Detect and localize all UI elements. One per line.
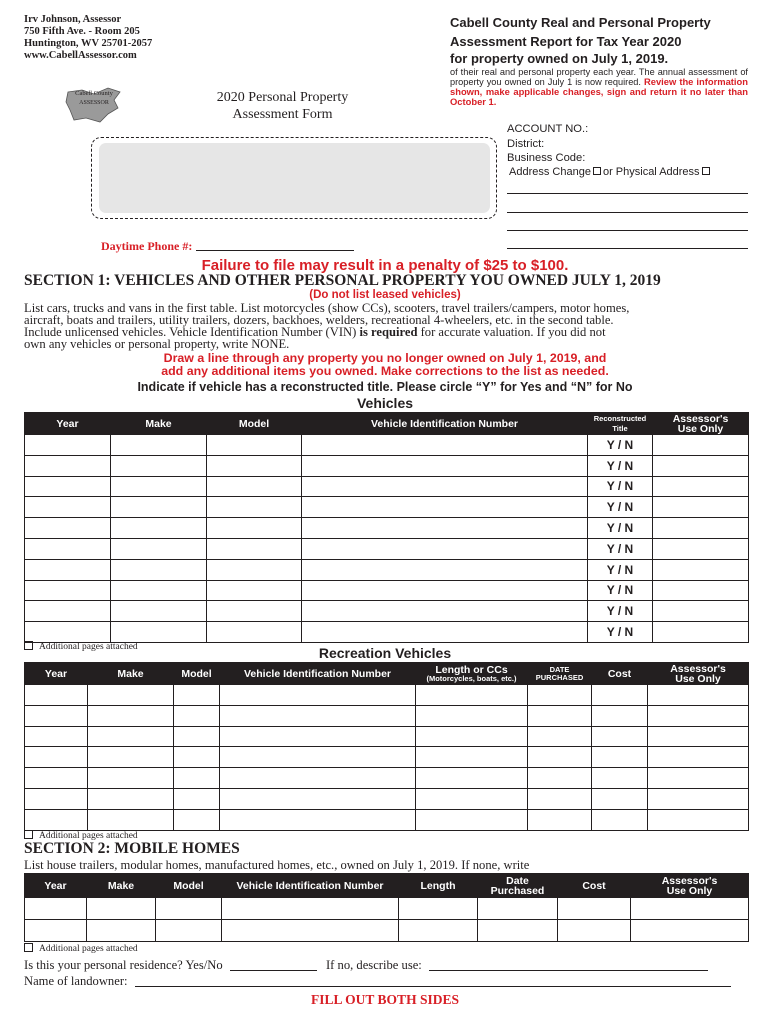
cell-make[interactable] <box>111 518 207 539</box>
form-title <box>190 89 375 123</box>
rv-col-use-only-label: Use Only <box>675 672 721 685</box>
no-leased-note: (Do not list leased vehicles) <box>309 289 461 301</box>
table-row <box>25 705 749 726</box>
physical-address-checkbox[interactable] <box>702 167 710 175</box>
draw-line-text1: Draw a line through any property you no longer owned on July 1, 2019, and <box>163 351 607 365</box>
physical-address-label: or Physical Address <box>602 166 700 178</box>
address-line-4[interactable] <box>507 248 748 249</box>
cell-model[interactable] <box>207 455 302 476</box>
recreation-title: Recreation Vehicles <box>318 645 452 661</box>
cell-vin[interactable] <box>302 559 588 580</box>
landowner-field[interactable] <box>135 976 731 987</box>
report-title-line2: Assessment Report for Tax Year 2020 <box>450 34 682 49</box>
cell-model[interactable] <box>207 497 302 518</box>
cell-model[interactable] <box>207 518 302 539</box>
daytime-phone-field[interactable] <box>196 241 354 251</box>
describe-use-field[interactable] <box>429 960 708 971</box>
assessor-street: 750 Fifth Ave. - Room 205 <box>24 26 140 37</box>
recreation-table <box>24 662 749 831</box>
mailing-address-box <box>91 137 497 219</box>
logo-text-county: Cabell County <box>75 90 113 97</box>
instructions-line1: List cars, trucks and vans in the first table. List motorcycles (show CCs), scooters, travel trailers/campers, motor homes, <box>24 301 630 315</box>
fill-out-both-sides: FILL OUT BOTH SIDES <box>311 992 459 1007</box>
cell-model[interactable] <box>207 435 302 456</box>
cell-vin[interactable] <box>302 518 588 539</box>
cell-vin[interactable] <box>302 601 588 622</box>
cell-model[interactable] <box>207 580 302 601</box>
cell-vin[interactable] <box>302 538 588 559</box>
mobile-homes-attached-checkbox[interactable] <box>24 943 33 952</box>
report-title <box>450 14 750 67</box>
mh-col-use-only-label: Use Only <box>666 884 713 897</box>
col-reconstructed-title <box>588 413 653 435</box>
cell-year[interactable] <box>25 580 111 601</box>
draw-line-instruction <box>0 352 770 378</box>
cell-make[interactable] <box>111 476 207 497</box>
daytime-phone <box>101 239 354 254</box>
cell-yn[interactable]: Y / N <box>588 580 653 601</box>
mh-col-assessor-label: Assessor's <box>661 874 718 887</box>
residence-question-row <box>24 958 708 973</box>
col-reconstructed-label: Reconstructed <box>593 413 647 423</box>
cell-vin[interactable] <box>302 476 588 497</box>
instructions-line2: aircraft, boats and trailers, utility trailers, dozers, backhoes, welders, recreational 4-wheelers, etc. in the second table. <box>24 313 614 327</box>
rv-col-assessor-use <box>648 663 749 685</box>
landowner-label: Name of landowner: <box>24 974 128 988</box>
cell-yn[interactable]: Y / N <box>588 622 653 643</box>
assessor-website: www.CabellAssessor.com <box>24 50 137 61</box>
rv-col-purchased-label: PURCHASED <box>535 672 584 682</box>
table-row <box>25 809 749 830</box>
cell-make[interactable] <box>111 580 207 601</box>
district-label: District: <box>507 137 545 150</box>
cell-yn[interactable]: Y / N <box>588 538 653 559</box>
table-row <box>25 685 749 706</box>
review-instruction: Review the information shown, make applicable changes, sign and return it no later than October 1. <box>450 76 748 107</box>
cell-model[interactable] <box>207 538 302 559</box>
cell-make[interactable] <box>111 538 207 559</box>
residence-question: Is this your personal residence? Yes/No <box>24 958 223 972</box>
cell-make[interactable] <box>111 435 207 456</box>
cell-assessor <box>653 455 749 476</box>
vehicles-additional-pages <box>24 641 138 652</box>
cell-yn[interactable]: Y / N <box>588 518 653 539</box>
cell-yn[interactable]: Y / N <box>588 559 653 580</box>
col-assessor-label: Assessor's <box>672 412 729 425</box>
table-row <box>25 726 749 747</box>
col-make: Make <box>111 413 207 435</box>
rv-col-make: Make <box>88 663 174 685</box>
address-change-row <box>509 166 712 178</box>
if-no-label: If no, describe use: <box>325 958 422 972</box>
mh-col-date-purchased <box>478 874 558 898</box>
table-row <box>25 435 749 456</box>
mh-col-year: Year <box>25 874 87 898</box>
cell-vin[interactable] <box>302 455 588 476</box>
cell-year[interactable] <box>25 518 111 539</box>
col-model: Model <box>207 413 302 435</box>
cell-vin[interactable] <box>302 497 588 518</box>
table-row <box>25 768 749 789</box>
instructions-line4: own any vehicles or personal property, write NONE. <box>24 337 290 351</box>
rv-col-date <box>528 663 592 685</box>
account-no-label: ACCOUNT NO.: <box>507 123 589 135</box>
cell-yn[interactable]: Y / N <box>588 435 653 456</box>
county-logo <box>64 84 124 124</box>
cell-make[interactable] <box>111 497 207 518</box>
instructions-line3a: Include unlicensed vehicles. Vehicle Identification Number (VIN) <box>24 325 360 339</box>
assessor-name: Irv Johnson, Assessor <box>24 14 122 25</box>
cell-assessor <box>653 622 749 643</box>
business-code-label: Business Code: <box>507 152 586 164</box>
rv-col-length-sub: (Motorcycles, boats, etc.) <box>426 673 517 683</box>
table-row <box>25 559 749 580</box>
address-change-checkbox[interactable] <box>593 167 601 175</box>
mh-col-assessor-use <box>631 874 749 898</box>
cell-make[interactable] <box>111 455 207 476</box>
section1-title: SECTION 1: VEHICLES AND OTHER PERSONAL PROPERTY YOU OWNED JULY 1, 2019 <box>24 272 661 289</box>
cell-year[interactable] <box>25 435 111 456</box>
col-year: Year <box>25 413 111 435</box>
cell-model[interactable] <box>207 476 302 497</box>
mailing-address-area <box>99 143 490 213</box>
cell-make[interactable] <box>111 601 207 622</box>
cell-vin[interactable] <box>302 435 588 456</box>
rv-col-assessor-label: Assessor's <box>670 662 726 675</box>
cell-year[interactable] <box>25 559 111 580</box>
cell-yn[interactable]: Y / N <box>588 601 653 622</box>
table-row <box>25 497 749 518</box>
mh-col-purchased-label: Purchased <box>490 884 545 897</box>
reconstructed-instruction: Indicate if vehicle has a reconstructed title. Please circle “Y” for Yes and “N” for No <box>137 380 633 394</box>
col-use-only-label: Use Only <box>677 422 724 435</box>
form-title-line1: 2020 Personal Property <box>216 90 349 105</box>
form-title-line2: Assessment Form <box>232 107 333 122</box>
cell-year[interactable] <box>25 476 111 497</box>
cell-model[interactable] <box>207 559 302 580</box>
mobile-homes-attached-label: Additional pages attached <box>39 944 138 954</box>
section1-instructions <box>24 302 749 350</box>
mh-col-cost: Cost <box>558 874 631 898</box>
address-line-3[interactable] <box>507 230 748 231</box>
section2-title: SECTION 2: MOBILE HOMES <box>24 840 240 857</box>
instructions-line3c: for accurate valuation. If you did not <box>417 325 606 339</box>
vehicles-title: Vehicles <box>356 395 414 411</box>
cell-vin[interactable] <box>302 580 588 601</box>
cell-assessor <box>653 518 749 539</box>
recreation-attached-label: Additional pages attached <box>39 831 138 841</box>
vehicles-attached-checkbox[interactable] <box>24 641 33 650</box>
col-title-label: Title <box>612 423 628 433</box>
table-row <box>25 788 749 809</box>
table-row <box>25 898 749 920</box>
table-row <box>25 622 749 643</box>
cell-assessor <box>653 538 749 559</box>
table-row <box>25 476 749 497</box>
address-change-label: Address Change <box>509 166 591 178</box>
rv-col-date-label: DATE <box>549 664 570 674</box>
rv-col-year: Year <box>25 663 88 685</box>
report-note-text: of their real and personal property each year. The annual assessment of property you owned on July 1 is now required. <box>450 67 748 87</box>
mobile-homes-additional-pages <box>24 943 138 954</box>
daytime-phone-label: Daytime Phone #: <box>101 239 193 253</box>
address-line-1[interactable] <box>507 193 748 194</box>
cell-year[interactable] <box>25 622 111 643</box>
cell-make[interactable] <box>111 622 207 643</box>
report-title-line3: for property owned on July 1, 2019. <box>450 51 669 66</box>
instructions-line3b: is required <box>359 325 418 339</box>
mh-col-vin: Vehicle Identification Number <box>222 874 399 898</box>
cell-yn[interactable]: Y / N <box>588 455 653 476</box>
table-row <box>25 920 749 942</box>
cell-assessor <box>653 435 749 456</box>
draw-line-text2: add any additional items you owned. Make corrections to the list as needed. <box>161 364 609 378</box>
rv-col-model: Model <box>174 663 220 685</box>
recreation-attached-checkbox[interactable] <box>24 830 33 839</box>
mobile-homes-table <box>24 873 749 942</box>
mh-col-date-label: Date <box>506 874 529 887</box>
cell-assessor <box>653 601 749 622</box>
table-row <box>25 518 749 539</box>
cell-year[interactable] <box>25 497 111 518</box>
rv-col-length <box>416 663 528 685</box>
cell-make[interactable] <box>111 559 207 580</box>
residence-answer-field[interactable] <box>230 960 317 971</box>
cell-vin[interactable] <box>302 622 588 643</box>
table-row <box>25 601 749 622</box>
cell-assessor <box>653 497 749 518</box>
cell-year[interactable] <box>25 601 111 622</box>
landowner-row <box>24 974 731 989</box>
cell-yn[interactable]: Y / N <box>588 476 653 497</box>
address-line-2[interactable] <box>507 212 748 213</box>
section2-description: List house trailers, modular homes, manufactured homes, etc., owned on July 1, 2019. If none, write <box>24 858 530 872</box>
assessor-address <box>24 14 152 62</box>
mh-col-model: Model <box>156 874 222 898</box>
col-vin: Vehicle Identification Number <box>302 413 588 435</box>
account-info <box>507 122 588 166</box>
vehicles-attached-label: Additional pages attached <box>39 642 138 652</box>
table-row <box>25 538 749 559</box>
assessor-city: Huntington, WV 25701-2057 <box>24 38 153 49</box>
table-row <box>25 455 749 476</box>
rv-col-vin: Vehicle Identification Number <box>220 663 416 685</box>
cell-model[interactable] <box>207 622 302 643</box>
logo-text-assessor: ASSESSOR <box>79 100 109 106</box>
report-title-line1: Cabell County Real and Personal Property <box>450 15 711 30</box>
mh-col-make: Make <box>87 874 156 898</box>
rv-col-cost: Cost <box>592 663 648 685</box>
rv-col-length-label: Length or CCs <box>435 663 508 676</box>
col-assessor-use <box>653 413 749 435</box>
cell-model[interactable] <box>207 601 302 622</box>
table-row <box>25 580 749 601</box>
cell-assessor <box>653 580 749 601</box>
cell-yn[interactable]: Y / N <box>588 497 653 518</box>
penalty-warning: Failure to file may result in a penalty of $25 to $100. <box>201 257 569 274</box>
report-note <box>450 67 748 107</box>
vehicles-table <box>24 412 749 643</box>
cell-year[interactable] <box>25 455 111 476</box>
cell-assessor <box>653 559 749 580</box>
cell-year[interactable] <box>25 538 111 559</box>
cell-assessor <box>653 476 749 497</box>
table-row <box>25 747 749 768</box>
mh-col-length: Length <box>399 874 478 898</box>
